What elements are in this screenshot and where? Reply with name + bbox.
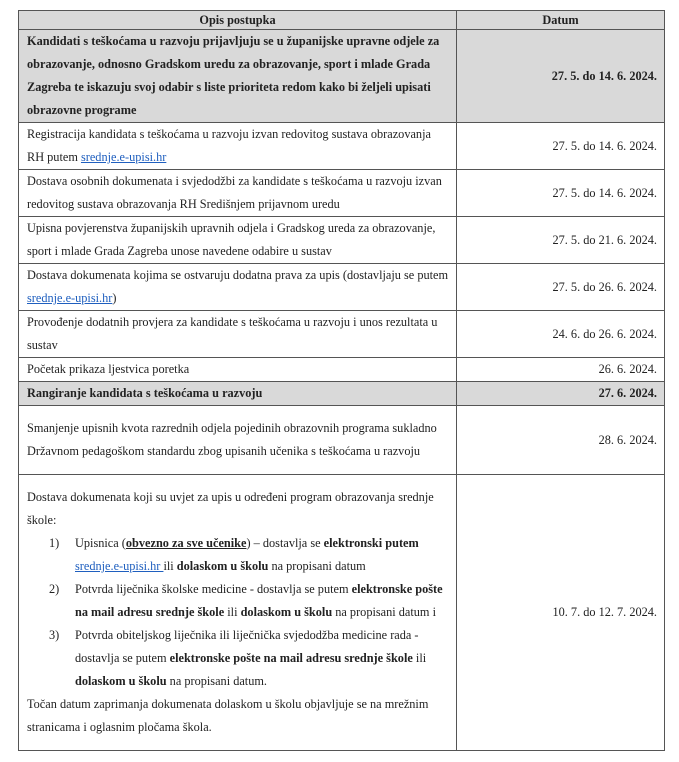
row-description: Rangiranje kandidata s teškoćama u razvoju <box>19 382 457 406</box>
header-description: Opis postupka <box>19 11 457 30</box>
row-description <box>19 475 457 751</box>
table-row <box>19 311 665 358</box>
row-date: 27. 5. do 14. 6. 2024. <box>457 170 665 217</box>
step-text: na propisani datum i <box>332 605 436 619</box>
documents-intro: Dostava dokumenata koji su uvjet za upis u određeni program obrazovanja srednje škole: <box>27 490 434 527</box>
row-date: 26. 6. 2024. <box>457 358 665 382</box>
row-text-after: ) <box>112 291 117 305</box>
list-number: 3) <box>49 628 60 642</box>
documents-list <box>27 532 450 693</box>
e-upisi-link[interactable]: srednje.e-upisi.hr <box>80 150 167 164</box>
step-emphasis: elektronske pošte na mail adresu srednje škole <box>169 651 413 665</box>
step-text: Potvrda obiteljskog liječnika ili liječnička svjedodžba medicine rada - dostavlja se putem <box>75 628 419 665</box>
table-row <box>19 382 665 406</box>
table-row <box>19 217 665 264</box>
step-emphasis: elektronske pošte na mail adresu srednje škole <box>75 582 443 619</box>
row-description: Upisna povjerenstva županijskih upravnih odjela i Gradskog ureda za obrazovanje, sport i mlade Grada Zagreba unose navedene odabire u sustav <box>19 217 457 264</box>
table-row <box>19 123 665 170</box>
step-emphasis: dolaskom u školu <box>75 674 167 688</box>
row-text: Dostava dokumenata kojima se ostvaruju dodatna prava za upis (dostavljaju se putem <box>27 268 449 282</box>
list-number: 2) <box>49 582 60 596</box>
row-date: 27. 6. 2024. <box>457 382 665 406</box>
table-row <box>19 358 665 382</box>
e-upisi-link[interactable]: srednje.e-upisi.hr <box>75 559 164 573</box>
list-number: 1) <box>49 536 60 550</box>
row-date: 24. 6. do 26. 6. 2024. <box>457 311 665 358</box>
step-emphasis: elektronski putem <box>323 536 419 550</box>
row-date: 10. 7. do 12. 7. 2024. <box>457 475 665 751</box>
row-description <box>19 264 457 311</box>
step-text: ili <box>224 605 241 619</box>
row-date: 28. 6. 2024. <box>457 406 665 475</box>
step-text: na propisani datum. <box>166 674 267 688</box>
table-row <box>19 170 665 217</box>
step-text: Upisnica ( <box>75 536 126 550</box>
row-date: 27. 5. do 21. 6. 2024. <box>457 217 665 264</box>
row-description: Dostava osobnih dokumenata i svjedodžbi za kandidate s teškoćama u razvoju izvan redovitog sustava obrazovanja RH Središnjem prijavnom uredu <box>19 170 457 217</box>
row-description: Kandidati s teškoćama u razvoju prijavljuju se u županijske upravne odjele za obrazovanje, odnosno Gradskom uredu za obrazovanje, sport i mlade Grada Zagreba te iskazuju svoj odabir s liste prioriteta redom kako bi željeli upisati obrazovne programe <box>19 30 457 123</box>
header-date: Datum <box>457 11 665 30</box>
table-header-row <box>19 11 665 30</box>
row-description: Provođenje dodatnih provjera za kandidate s teškoćama u razvoju i unos rezultata u sustav <box>19 311 457 358</box>
row-description: Smanjenje upisnih kvota razrednih odjela pojedinih obrazovnih programa sukladno Državnom pedagoškom standardu zbog upisanih učenika s teškoćama u razvoju <box>19 406 457 475</box>
row-date: 27. 5. do 14. 6. 2024. <box>457 30 665 123</box>
step-text: Potvrda liječnika školske medicine - dostavlja se putem <box>75 582 352 596</box>
row-date: 27. 5. do 14. 6. 2024. <box>457 123 665 170</box>
row-description: Početak prikaza ljestvica poretka <box>19 358 457 382</box>
step-text: na propisani datum <box>268 559 366 573</box>
documents-outro: Točan datum zaprimanja dokumenata dolaskom u školu objavljuje se na mrežnim stranicama i oglasnim pločama škola. <box>27 697 429 734</box>
step-emphasis: dolaskom u školu <box>240 605 333 619</box>
list-item <box>27 532 450 578</box>
row-date: 27. 5. do 26. 6. 2024. <box>457 264 665 311</box>
row-description <box>19 123 457 170</box>
step-emphasis: dolaskom u školu <box>176 559 269 573</box>
table-row <box>19 406 665 475</box>
step-text: ili <box>163 559 177 573</box>
e-upisi-link[interactable]: srednje.e-upisi.hr <box>27 291 113 305</box>
step-text: ) – dostavlja se <box>246 536 324 550</box>
row-text: Registracija kandidata s teškoćama u razvoju izvan redovitog sustava obrazovanja RH putem <box>27 127 431 164</box>
procedure-table <box>18 10 665 751</box>
list-item <box>27 624 450 693</box>
step-text: ili <box>412 651 427 665</box>
step-emphasis: obvezno za sve učenike <box>125 536 247 550</box>
list-item <box>27 578 450 624</box>
table-row <box>19 475 665 751</box>
table-row <box>19 264 665 311</box>
table-row <box>19 30 665 123</box>
